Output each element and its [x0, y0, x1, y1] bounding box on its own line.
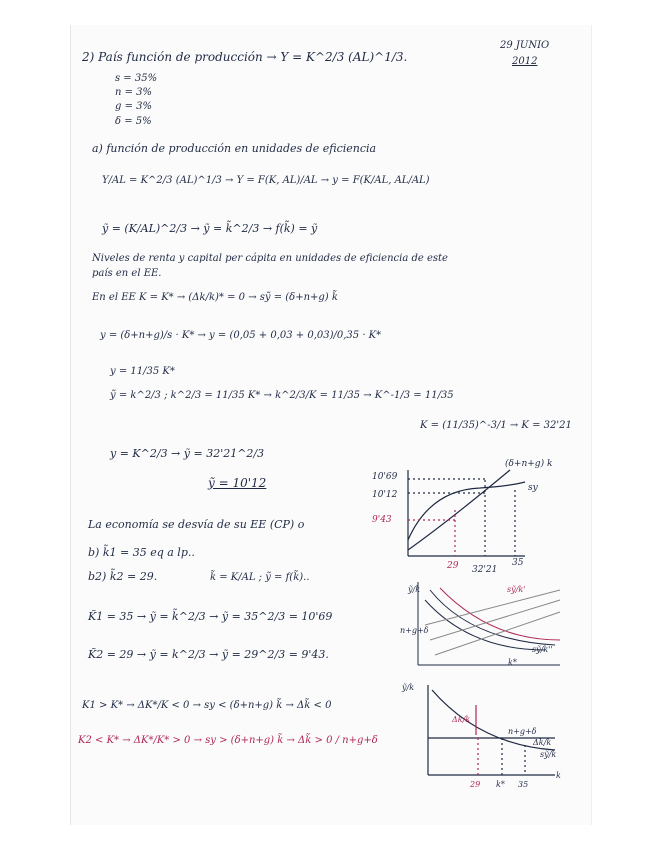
g1-y-label-1012: 10'12	[372, 490, 398, 500]
g3-label-dk-right: Δk/k	[533, 738, 552, 747]
g1-x-label-29: 29	[447, 561, 459, 571]
g3-x-label-29: 29	[470, 780, 481, 789]
g3-label-syk: sỹ/k	[540, 750, 557, 759]
g1-savings-label: sy	[528, 483, 538, 493]
inequality-1: K1 > K* → ΔK*/K < 0 → sy < (δ+n+g) k̃ → Δk̃ < 0	[82, 700, 332, 711]
y-final: y = K^2/3 → ỹ = 32'21^2/3	[110, 447, 265, 460]
param-n: n = 3%	[115, 87, 153, 98]
k1-calculation: K̃1 = 35 → ỹ = k̃^2/3 → ỹ = 35^2/3 = 10'69	[88, 610, 333, 623]
note-line-1: Niveles de renta y capital per cápita en unidades de eficiencia de este	[92, 253, 448, 264]
graph-1-steady-state	[408, 470, 525, 556]
equation-1: Y/AL = K^2/3 (AL)^1/3 → Y = F(K, AL)/AL → y = F(K/AL, AL/AL)	[102, 175, 430, 186]
problem-title: 2) País función de producción → Y = K^2/3 (AL)^1/3.	[82, 50, 408, 64]
y-equation-2: y = 11/35 K*	[110, 366, 175, 377]
g1-x-label-3221: 32'21	[472, 565, 498, 575]
g3-label-ngd: n+g+δ	[508, 727, 537, 736]
y-answer: ỹ = 10'12	[208, 476, 267, 490]
k-result: K = (11/35)^-3/1 → K = 32'21	[420, 420, 572, 431]
g3-label-dk-left: Δk/k	[452, 715, 471, 724]
inequality-2: K2 < K* → ΔK*/K* > 0 → sy > (δ+n+g) k̃ → Δk̃ > 0 / n+g+δ	[78, 735, 378, 746]
part-a-heading: a) función de producción en unidades de eficiencia	[92, 142, 377, 155]
steady-state-condition: En el EE K = K* → (Δk/k)* = 0 → sỹ = (δ+n+g) k̃	[92, 292, 338, 303]
g1-y-label-943: 9'43	[372, 515, 392, 525]
note-line-2: país en el EE.	[92, 268, 162, 279]
g1-y-label-1069: 10'69	[372, 472, 398, 482]
param-delta: δ = 5%	[115, 116, 152, 127]
g3-x-label-k: k	[556, 771, 561, 780]
economy-note: La economía se desvía de su EE (CP) o	[88, 518, 305, 531]
equation-2: ỹ = (K/AL)^2/3 → ỹ = k̃^2/3 → f(k̃) = ỹ	[102, 222, 318, 235]
k2-calculation: K̃2 = 29 → ỹ = k^2/3 → ỹ = 29^2/3 = 9'43.	[88, 648, 329, 661]
g2-label-yk: ỹ/k	[408, 585, 421, 594]
date-year: 2012	[512, 56, 538, 67]
param-s: s = 35%	[115, 73, 158, 84]
part-b2: b2) k̃2 = 29.	[88, 570, 158, 583]
g2-label-kstar: k*	[508, 658, 517, 667]
g3-label-yk: ỹ/k	[402, 683, 415, 692]
g1-depreciation-label: (δ+n+g) k	[505, 459, 553, 469]
g2-label-ngd: n+g+δ	[400, 626, 429, 635]
y-equation-1: y = (δ+n+g)/s · K* → y = (0,05 + 0,03 + 0,03)/0,35 · K*	[100, 330, 382, 341]
g2-label-syk1: sỹ/k'	[507, 585, 526, 594]
y-equation-3: ỹ = k^2/3 ; k^2/3 = 11/35 K* → k^2/3/K = 11/35 → K^-1/3 = 11/35	[110, 390, 454, 401]
g2-label-syk2: sỹ/k''	[532, 645, 553, 654]
k-definition: k̃ = K/AL ; ỹ = f(k̃)..	[210, 572, 310, 583]
g3-x-label-35: 35	[518, 780, 529, 789]
param-g: g = 3%	[115, 101, 153, 112]
date-day: 29 JUNIO	[500, 40, 550, 51]
g1-x-label-35: 35	[512, 558, 524, 568]
part-b1: b) k̃1 = 35 eq a lp..	[88, 546, 195, 559]
depreciation-line	[408, 470, 510, 550]
g3-x-label-kstar: k*	[496, 780, 505, 789]
savings-curve	[408, 482, 525, 540]
